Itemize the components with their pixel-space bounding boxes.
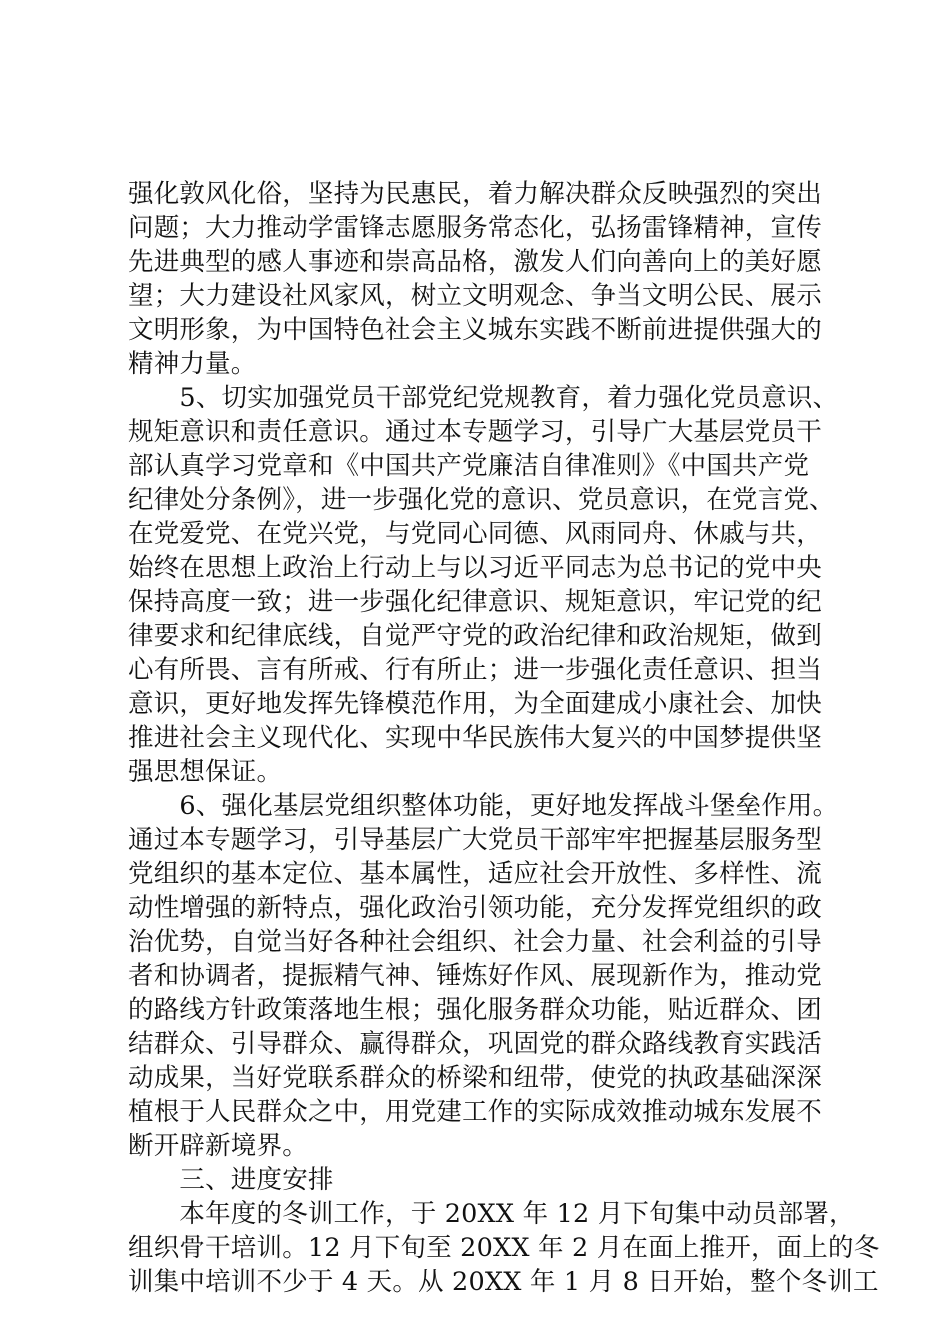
text-line: 的路线方针政策落地生根；强化服务群众功能，贴近群众、团 <box>128 995 822 1025</box>
text-line: 治优势，自觉当好各种社会组织、社会力量、社会利益的引导 <box>128 927 822 957</box>
text-line: 纪律处分条例》，进一步强化党的意识、党员意识，在党言党、 <box>128 485 835 515</box>
text-line: 强思想保证。 <box>128 757 283 787</box>
text-line: 本年度的冬训工作，于 20XX 年 12 月下旬集中动员部署， <box>128 1199 855 1229</box>
text-line: 强化敦风化俗，坚持为民惠民，着力解决群众反映强烈的突出 <box>128 179 822 209</box>
text-line: 通过本专题学习，引导基层广大党员干部牢牢把握基层服务型 <box>128 825 822 855</box>
text-line: 组织骨干培训。12 月下旬至 20XX 年 2 月在面上推开，面上的冬 <box>128 1233 880 1263</box>
text-line: 先进典型的感人事迹和崇高品格，激发人们向善向上的美好愿 <box>128 247 822 277</box>
text-line: 规矩意识和责任意识。通过本专题学习，引导广大基层党员干 <box>128 417 822 447</box>
text-line: 心有所畏、言有所戒、行有所止；进一步强化责任意识、担当 <box>128 655 822 685</box>
text-line: 问题；大力推动学雷锋志愿服务常态化，弘扬雷锋精神，宣传 <box>128 213 822 243</box>
text-line: 精神力量。 <box>128 349 257 379</box>
text-line: 6、强化基层党组织整体功能，更好地发挥战斗堡垒作用。 <box>128 791 839 821</box>
text-line: 动成果，当好党联系群众的桥梁和纽带，使党的执政基础深深 <box>128 1063 822 1093</box>
text-line: 植根于人民群众之中，用党建工作的实际成效推动城东发展不 <box>128 1097 822 1127</box>
text-line: 部认真学习党章和《中国共产党廉洁自律准则》《中国共产党 <box>128 451 810 481</box>
text-line: 文明形象，为中国特色社会主义城东实践不断前进提供强大的 <box>128 315 822 345</box>
text-line: 望；大力建设社风家风，树立文明观念、争当文明公民、展示 <box>128 281 822 311</box>
text-line: 始终在思想上政治上行动上与以习近平同志为总书记的党中央 <box>128 553 822 583</box>
section-heading: 三、进度安排 <box>128 1165 334 1195</box>
text-line: 结群众、引导群众、赢得群众，巩固党的群众路线教育实践活 <box>128 1029 822 1059</box>
text-line: 者和协调者，提振精气神、锤炼好作风、展现新作为，推动党 <box>128 961 822 991</box>
text-line: 党组织的基本定位、基本属性，适应社会开放性、多样性、流 <box>128 859 822 889</box>
text-line: 训集中培训不少于 4 天。从 20XX 年 1 月 8 日开始，整个冬训工 <box>128 1267 879 1297</box>
text-line: 断开辟新境界。 <box>128 1131 308 1161</box>
text-line: 保持高度一致；进一步强化纪律意识、规矩意识，牢记党的纪 <box>128 587 822 617</box>
text-line: 5、切实加强党员干部党纪党规教育，着力强化党员意识、 <box>128 383 839 413</box>
text-line: 意识，更好地发挥先锋模范作用，为全面建成小康社会、加快 <box>128 689 822 719</box>
text-line: 动性增强的新特点，强化政治引领功能，充分发挥党组织的政 <box>128 893 822 923</box>
text-line: 推进社会主义现代化、实现中华民族伟大复兴的中国梦提供坚 <box>128 723 822 753</box>
text-line: 律要求和纪律底线，自觉严守党的政治纪律和政治规矩，做到 <box>128 621 822 651</box>
text-line: 在党爱党、在党兴党，与党同心同德、风雨同舟、休戚与共， <box>128 519 822 549</box>
